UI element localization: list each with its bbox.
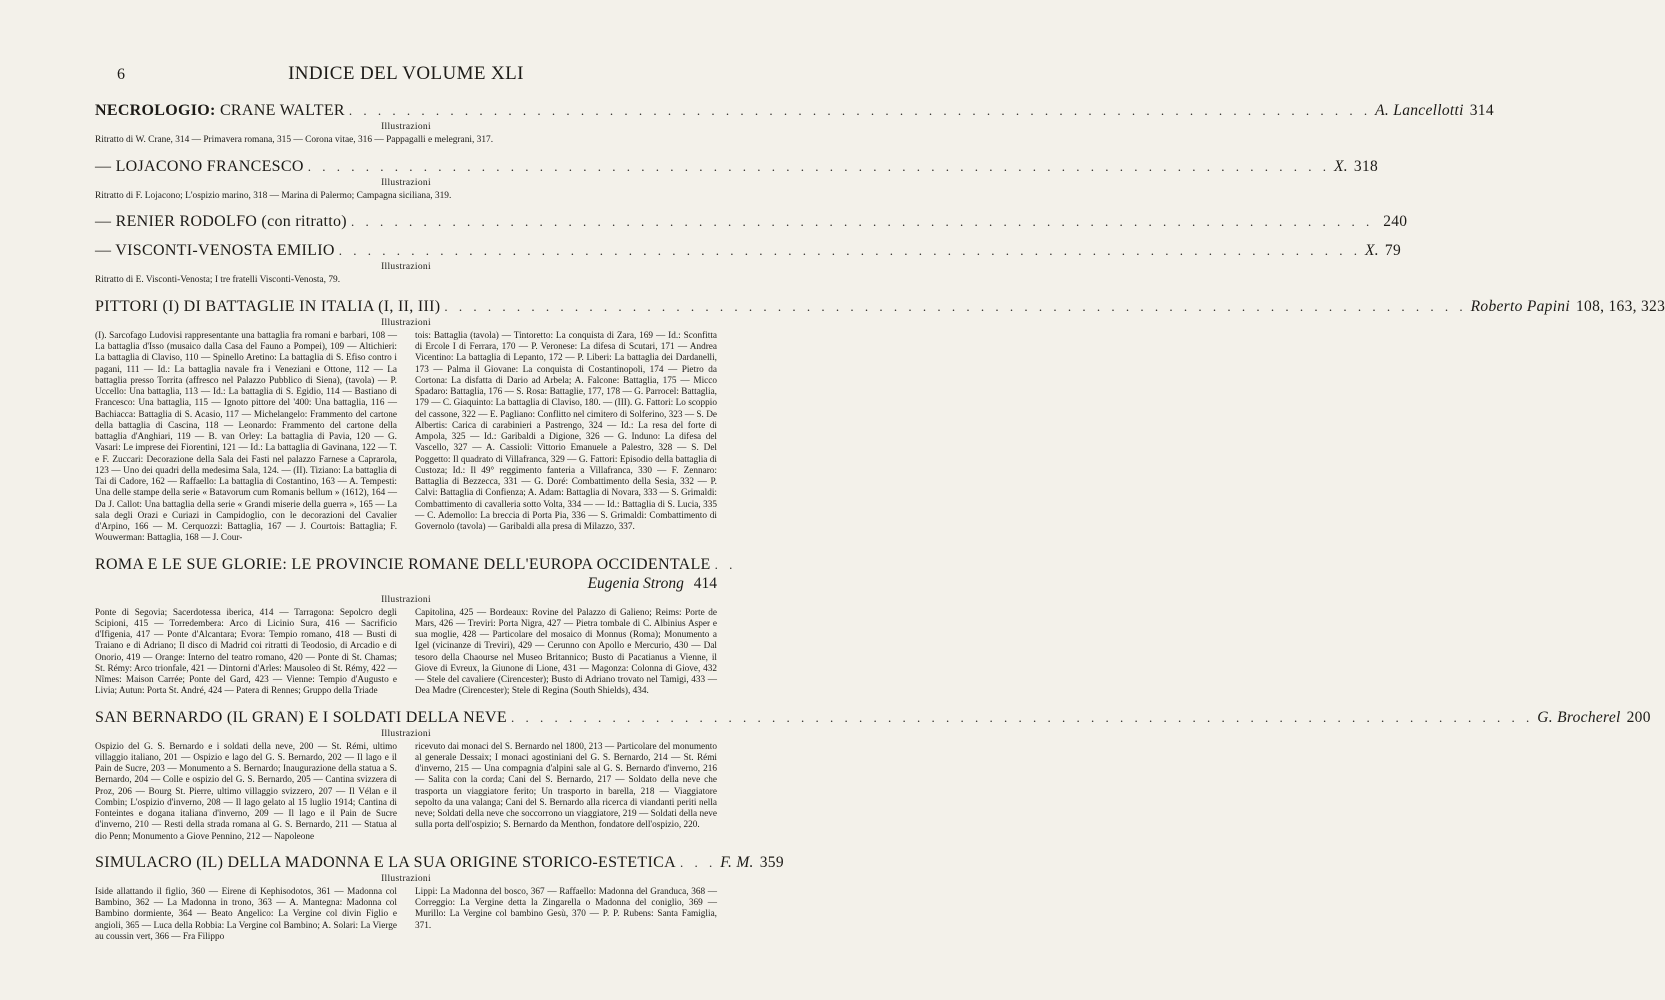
leader-dots: . . . . . . . . . . . . . . . . . . . . . . . . . . . . . . . . . . . . . . . . . . . . . . . . . . . . . . . . . . . . . . . . . . . . . . . (307, 158, 1330, 174)
entry-author: A. Lancellotti (1375, 102, 1464, 119)
illustrazioni-label: Illustrazioni (381, 122, 431, 132)
entry-lojacono (95, 157, 1379, 203)
entry-title: PITTORI (I) DI BATTAGLIE IN ITALIA (I, II, III) (95, 297, 441, 315)
entry-pages: 108, 163, 323 (1575, 297, 1665, 315)
leader-dots: . . (714, 556, 737, 572)
illustrations-right-column (415, 742, 717, 843)
entry-pittori (95, 297, 1665, 545)
entry-author: X. (1333, 157, 1348, 175)
entry-visconti (95, 242, 1401, 287)
illustrazioni-label: Illustrazioni (381, 873, 431, 884)
leader-dots: . . . . . . . . . . . . . . . . . . . . . . . . . . . . . . . . . . . . . . . . . . . . . . . . . . . . . . . . . . . . . . . . . . . . . . . (338, 243, 1361, 259)
entry-pages: 79 (1384, 242, 1401, 260)
illustrations-text: Lippi: La Madonna del bosco, 367 — Raffaello: Madonna del Granduca, 368 — Correggio: La Vergine detta la Zingarella o Madonna del coniglio, 369 — Murillo: La Vergine col bambino Gesù, 370 — P. P. Rubens: Santa Famiglia, 371. (415, 886, 717, 931)
entry-author: F. M. (720, 853, 754, 871)
entry-title: ROMA E LE SUE GLORIE: LE PROVINCIE ROMANE DELL'EUROPA OCCIDENTALE (95, 555, 711, 573)
illustrations-columns (95, 887, 717, 943)
entry-author: Eugenia Strong (587, 574, 684, 592)
illustrations-left-column (95, 608, 397, 698)
illustrations-text: Capitolina, 425 — Bordeaux: Rovine del Palazzo di Galieno; Reims: Porte de Mars, 426 — Treviri: Porta Nigra, 427 — Pietra tombale di C. Albinius Asper e sua moglie, 428 — Particolare del mosaico di Monnus (Roma); Monumento a Igel (vicinanze di Treviri), 429 — Cerunno con Apollo e Mercurio, 430 — Dal tesoro della Chaourse nel Museo Britannico; Busto di Pacatianus a Vienne, il Giove di Evreux, la Giunone di Lione, 431 — Magonza: Colonna di Giove, 432 — Stele del cavaliere (Cirencester); Busto di Adriano trovato nel Tamigi, 433 — Dea Madre (Cirencester); Stele di Regina (South Shields), 434. (415, 607, 717, 697)
entry-pages: 200 (1626, 708, 1651, 726)
entry-title-line (95, 157, 1379, 176)
entry-author: Roberto Papini (1470, 297, 1570, 315)
entry-title-line (95, 213, 1408, 231)
illustrations-left-column (95, 331, 397, 545)
illustrations-text: Ospizio del G. S. Bernardo e i soldati della neve, 200 — St. Rémi, ultimo villaggio italiano, 201 — Ospizio e lago del G. S. Bernardo, 202 — Il lago e il Pain de Sucre, 203 — Monumento a S. Bernardo; Inaugurazione della statua a S. Bernardo, 204 — Colle e ospizio del G. S. Bernardo, 205 — Cantina svizzera di Proz, 206 — Bourg St. Pierre, ultimo villaggio svizzero, 207 — Il Vélan e il Combin; L'ospizio d'inverno, 208 — Il lago gelato al 15 luglio 1914; Cantina di Fonteintes e dogana italiana d'inverno, 209 — Il lago e il Pain de Sucre d'inverno, 210 — Resti della strada romana al G. S. Bernardo, 211 — Statua al dio Penn; Monumento a Giove Pennino, 212 — Napoleone (95, 741, 397, 842)
leader-dots: . . . . . . . . . . . . . . . . . . . . . . . . . . . . . . . . . . . . . . . . . . . . . . . . . . . . . . . . . . . . . . . . . . . . . . . (510, 709, 1534, 725)
entry-pages: 318 (1353, 157, 1379, 175)
entry-illustrations: Ritratto di F. Lojacono; L'ospizio marino, 318 — Marina di Palermo; Campagna siciliana, 319. (95, 190, 452, 201)
illustrations-columns (95, 742, 717, 843)
entry-title-line (95, 853, 784, 872)
illustrations-text: ricevuto dai monaci del S. Bernardo nel 1800, 213 — Particolare del monumento al generale Dessaix; I monaci agostiniani del G. S. Bernardo, 214 — St. Rémi d'inverno, 215 — Una compagnia d'alpini sale al G. S. Bernardo d'inverno, 216 — Salita con la corda; Cani del S. Bernardo, 217 — Soldato della neve che trasporta un viaggiatore ferito; Un trasporto in barella, 218 — Viaggiatore sepolto da una valanga; Cani del S. Bernardo alla ricerca di viandanti periti nella neve; Soldati della neve che soccorrono un viaggiatore, 219 — Soldati della neve sulla porta dell'ospizio; S. Bernardo da Menthon, fondatore dell'ospizio, 220. (415, 741, 717, 831)
entry-author: G. Brocherel (1537, 708, 1621, 726)
entry-title: — LOJACONO FRANCESCO (95, 157, 304, 175)
illustrations-left-column (95, 887, 397, 943)
illustrazioni-label: Illustrazioni (381, 317, 431, 328)
illustrations-right-column (415, 331, 717, 545)
running-title: INDICE DEL VOLUME XLI (288, 63, 524, 84)
page-header (95, 60, 717, 86)
entry-title-line (95, 297, 1665, 316)
entry-illustrations: Ritratto di W. Crane, 314 — Primavera romana, 315 — Corona vitae, 316 — Pappagalli e melegrani, 317. (95, 135, 494, 145)
illustrations-columns (95, 331, 717, 545)
entry-crane (95, 102, 1494, 147)
entry-pages: 359 (759, 853, 784, 871)
illustrations-right-column (415, 887, 717, 943)
leader-dots: . . . . . . . . . . . . . . . . . . . . . . . . . . . . . . . . . . . . . . . . . . . . . . . . . . . . . . . . . . . . . . . . . . . . . . . (444, 298, 1467, 314)
entry-title-text: CRANE WALTER (215, 102, 345, 119)
illustrations-text: Iside allattando il figlio, 360 — Eirene di Kephisodotos, 361 — Madonna col Bambino, 362 — La Madonna in trono, 363 — A. Mantegna: Madonna col Bambino dormiente, 364 — Beato Angelico: La Vergine col divin Figlio e angioli, 365 — Luca della Robbia: La Vergine col Bambino; A. Solari: La Vierge au coussin vert, 366 — Fra Filippo (95, 886, 397, 942)
illustrazioni-label: Illustrazioni (381, 177, 431, 188)
illustrations-columns (95, 608, 717, 698)
illustrazioni-label: Illustrazioni (381, 594, 431, 605)
index-page (95, 60, 1665, 943)
leader-dots: . . . . . . . . . . . . . . . . . . . . . . . . . . . . . . . . . . . . . . . . . . . . . . . . . . . . . . . . . . . . . . . . . . . . . . . (348, 103, 1372, 118)
entry-simulacro (95, 853, 784, 943)
illustrations-text: tois: Battaglia (tavola) — Tintoretto: La conquista di Zara, 169 — Id.: Sconfitta di Ercole I di Ferrara, 170 — P. Veronese: La difesa di Scutari, 171 — Andrea Vicentino: La battaglia di Lepanto, 172 — P. Liberi: La battaglia dei Dardanelli, 173 — Palma il Giovane: La conquista di Costantinopoli, 174 — Pietro da Cortona: La disfatta di Dario ad Arbela; A. Falcone: Battaglia, 175 — Micco Spadaro: Battaglia, 176 — S. Rosa: Battaglie, 177, 178 — G. Parrocel: Battaglia, 179 — C. Giaquinto: La battaglia di Claviso, 180. — (III). G. Fattori: Lo scoppio del cassone, 322 — E. Pagliano: Conflitto nel cimitero di Solferino, 323 — S. De Albertis: Carica di carabinieri a Pastrengo, 324 — Id.: La resa del forte di Ampola, 325 — Id.: Garibaldi a Digione, 326 — G. Induno: La difesa del Vascello, 327 — A. Cassioli: Vittorio Emanuele a Palestro, 328 — S. Del Poggetto: Il quadrato di Villafranca, 329 — G. Fattori: Episodio della battaglia di Custoza; Id.: Il 49° reggimento fanteria a Villafranca, 330 — F. Zennaro: Battaglia di Bezzecca, 331 — G. Doré: Combattimento della Sesia, 332 — P. Calvi: Battaglia di Confienza; A. Adam: Battaglia di Novara, 333 — S. Grimaldi: Combattimento di cavalleria sotto Volta, 334 — — Id.: Battaglia di S. Lucia, 335 — C. Ademollo: La breccia di Porta Pia, 336 — S. Grimaldi: Combattimento di Governolo (tavola) — Garibaldi alla presa di Milazzo, 337. (415, 330, 717, 533)
entry-pages: 314 (1469, 102, 1494, 119)
entry-san-bernardo (95, 708, 1651, 843)
entry-title-line (95, 242, 1401, 260)
entry-renier (95, 213, 1408, 231)
entry-title-line (95, 102, 1494, 120)
entry-roma (95, 555, 737, 698)
leader-dots: . . . . . . . . . . . . . . . . . . . . . . . . . . . . . . . . . . . . . . . . . . . . . . . . . . . . . . . . . . . . . . . . . . . . . . . (350, 214, 1374, 230)
entry-pages: 240 (1383, 213, 1408, 231)
illustrazioni-label: Illustrazioni (381, 728, 431, 739)
illustrations-left-column (95, 742, 397, 843)
entry-author-line (95, 575, 717, 593)
entry-title-line (95, 708, 1651, 727)
page-number: 6 (117, 66, 125, 83)
entry-pages: 414 (693, 574, 717, 592)
entry-title: — RENIER RODOLFO (con ritratto) (95, 213, 347, 231)
illustrations-text: Ponte di Segovia; Sacerdotessa iberica, 414 — Tarragona: Sepolcro degli Scipioni, 415 — Torredembera: Arco di Licinio Sura, 416 — Sacrificio d'Ifigenia, 417 — Ponte d'Alcantara; Evora: Tempio romano, 418 — Busti di Traiano e di Adriano; Il disco di Madrid coi ritratti di Teodosio, di Arcadio e di Onorio, 419 — Orange: Interno del teatro romano, 420 — Ponte di St. Chamas; St. Rémy: Arco trionfale, 421 — Dintorni d'Arles: Mausoleo di St. Rémy, 422 — Nîmes: Maison Carrée; Ponte del Gard, 423 — Vienne: Tempio d'Augusto e Livia; Autun: Porta St. André, 424 — Patera di Rennes; Gruppo della Triade (95, 607, 397, 697)
entry-author: X. (1364, 242, 1379, 260)
illustrazioni-label: Illustrazioni (381, 262, 431, 273)
entry-title (95, 102, 345, 120)
section-label: NECROLOGIO: (95, 102, 216, 119)
illustrations-text: (I). Sarcofago Ludovisi rappresentante una battaglia fra romani e barbari, 108 — La battaglia d'Isso (musaico dalla Casa del Fauno a Pompei), 109 — Altichieri: La battaglia di Claviso, 110 — Spinello Aretino: La battaglia di S. Efiso contro i pagani, 111 — Id.: La battaglia navale fra i Veneziani e Ottone, 112 — La battaglia presso Torrita (affresco nel Palazzo Pubblico di Siena), (tavola) — P. Uccello: Una battaglia, 113 — Id.: La battaglia di S. Egidio, 114 — Bastiano di Francesco: Una battaglia, 115 — Ignoto pittore del '400: Una battaglia, 116 — Bachiacca: Battaglia di S. Acasio, 117 — Michelangelo: Frammento del cartone della battaglia di Cascina, 118 — Leonardo: Frammento del cartone della battaglia d'Anghiari, 119 — B. van Orley: La battaglia di Pavia, 120 — G. Vasari: Le imprese dei Fiorentini, 121 — Id.: La battaglia di Gavinana, 122 — T. e F. Zuccari: Decorazione della Sala dei Fasti nel palazzo Farnese a Caprarola, 123 — Uno dei quadri della medesima Sala, 124. — (II). Tiziano: La battaglia di Tai di Cadore, 162 — Raffaello: La battaglia di Costantino, 163 — A. Tempesti: Una delle stampe della serie « Batavorum cum Romanis bellum » (1612), 164 — Da J. Callot: Una battaglia della serie « Grandi miserie della guerra », 165 — La sala degli Orazi e Curiazi in Campidoglio, con le decorazioni del Cavalier d'Arpino, 166 — M. Cerquozzi: Battaglia, 167 — J. Courtois: Battaglia; F. Wouwerman: Battaglia, 168 — J. Cour- (95, 330, 397, 544)
illustrations-right-column (415, 608, 717, 698)
entry-title: — VISCONTI-VENOSTA EMILIO (95, 242, 335, 260)
entry-title: SIMULACRO (IL) DELLA MADONNA E LA SUA ORIGINE STORICO-ESTETICA (95, 853, 676, 871)
leader-dots: . . . (679, 854, 717, 870)
entry-title-line (95, 555, 737, 574)
entry-illustrations: Ritratto di E. Visconti-Venosta; I tre fratelli Visconti-Venosta, 79. (95, 275, 341, 286)
entry-title: SAN BERNARDO (IL GRAN) E I SOLDATI DELLA NEVE (95, 708, 507, 726)
